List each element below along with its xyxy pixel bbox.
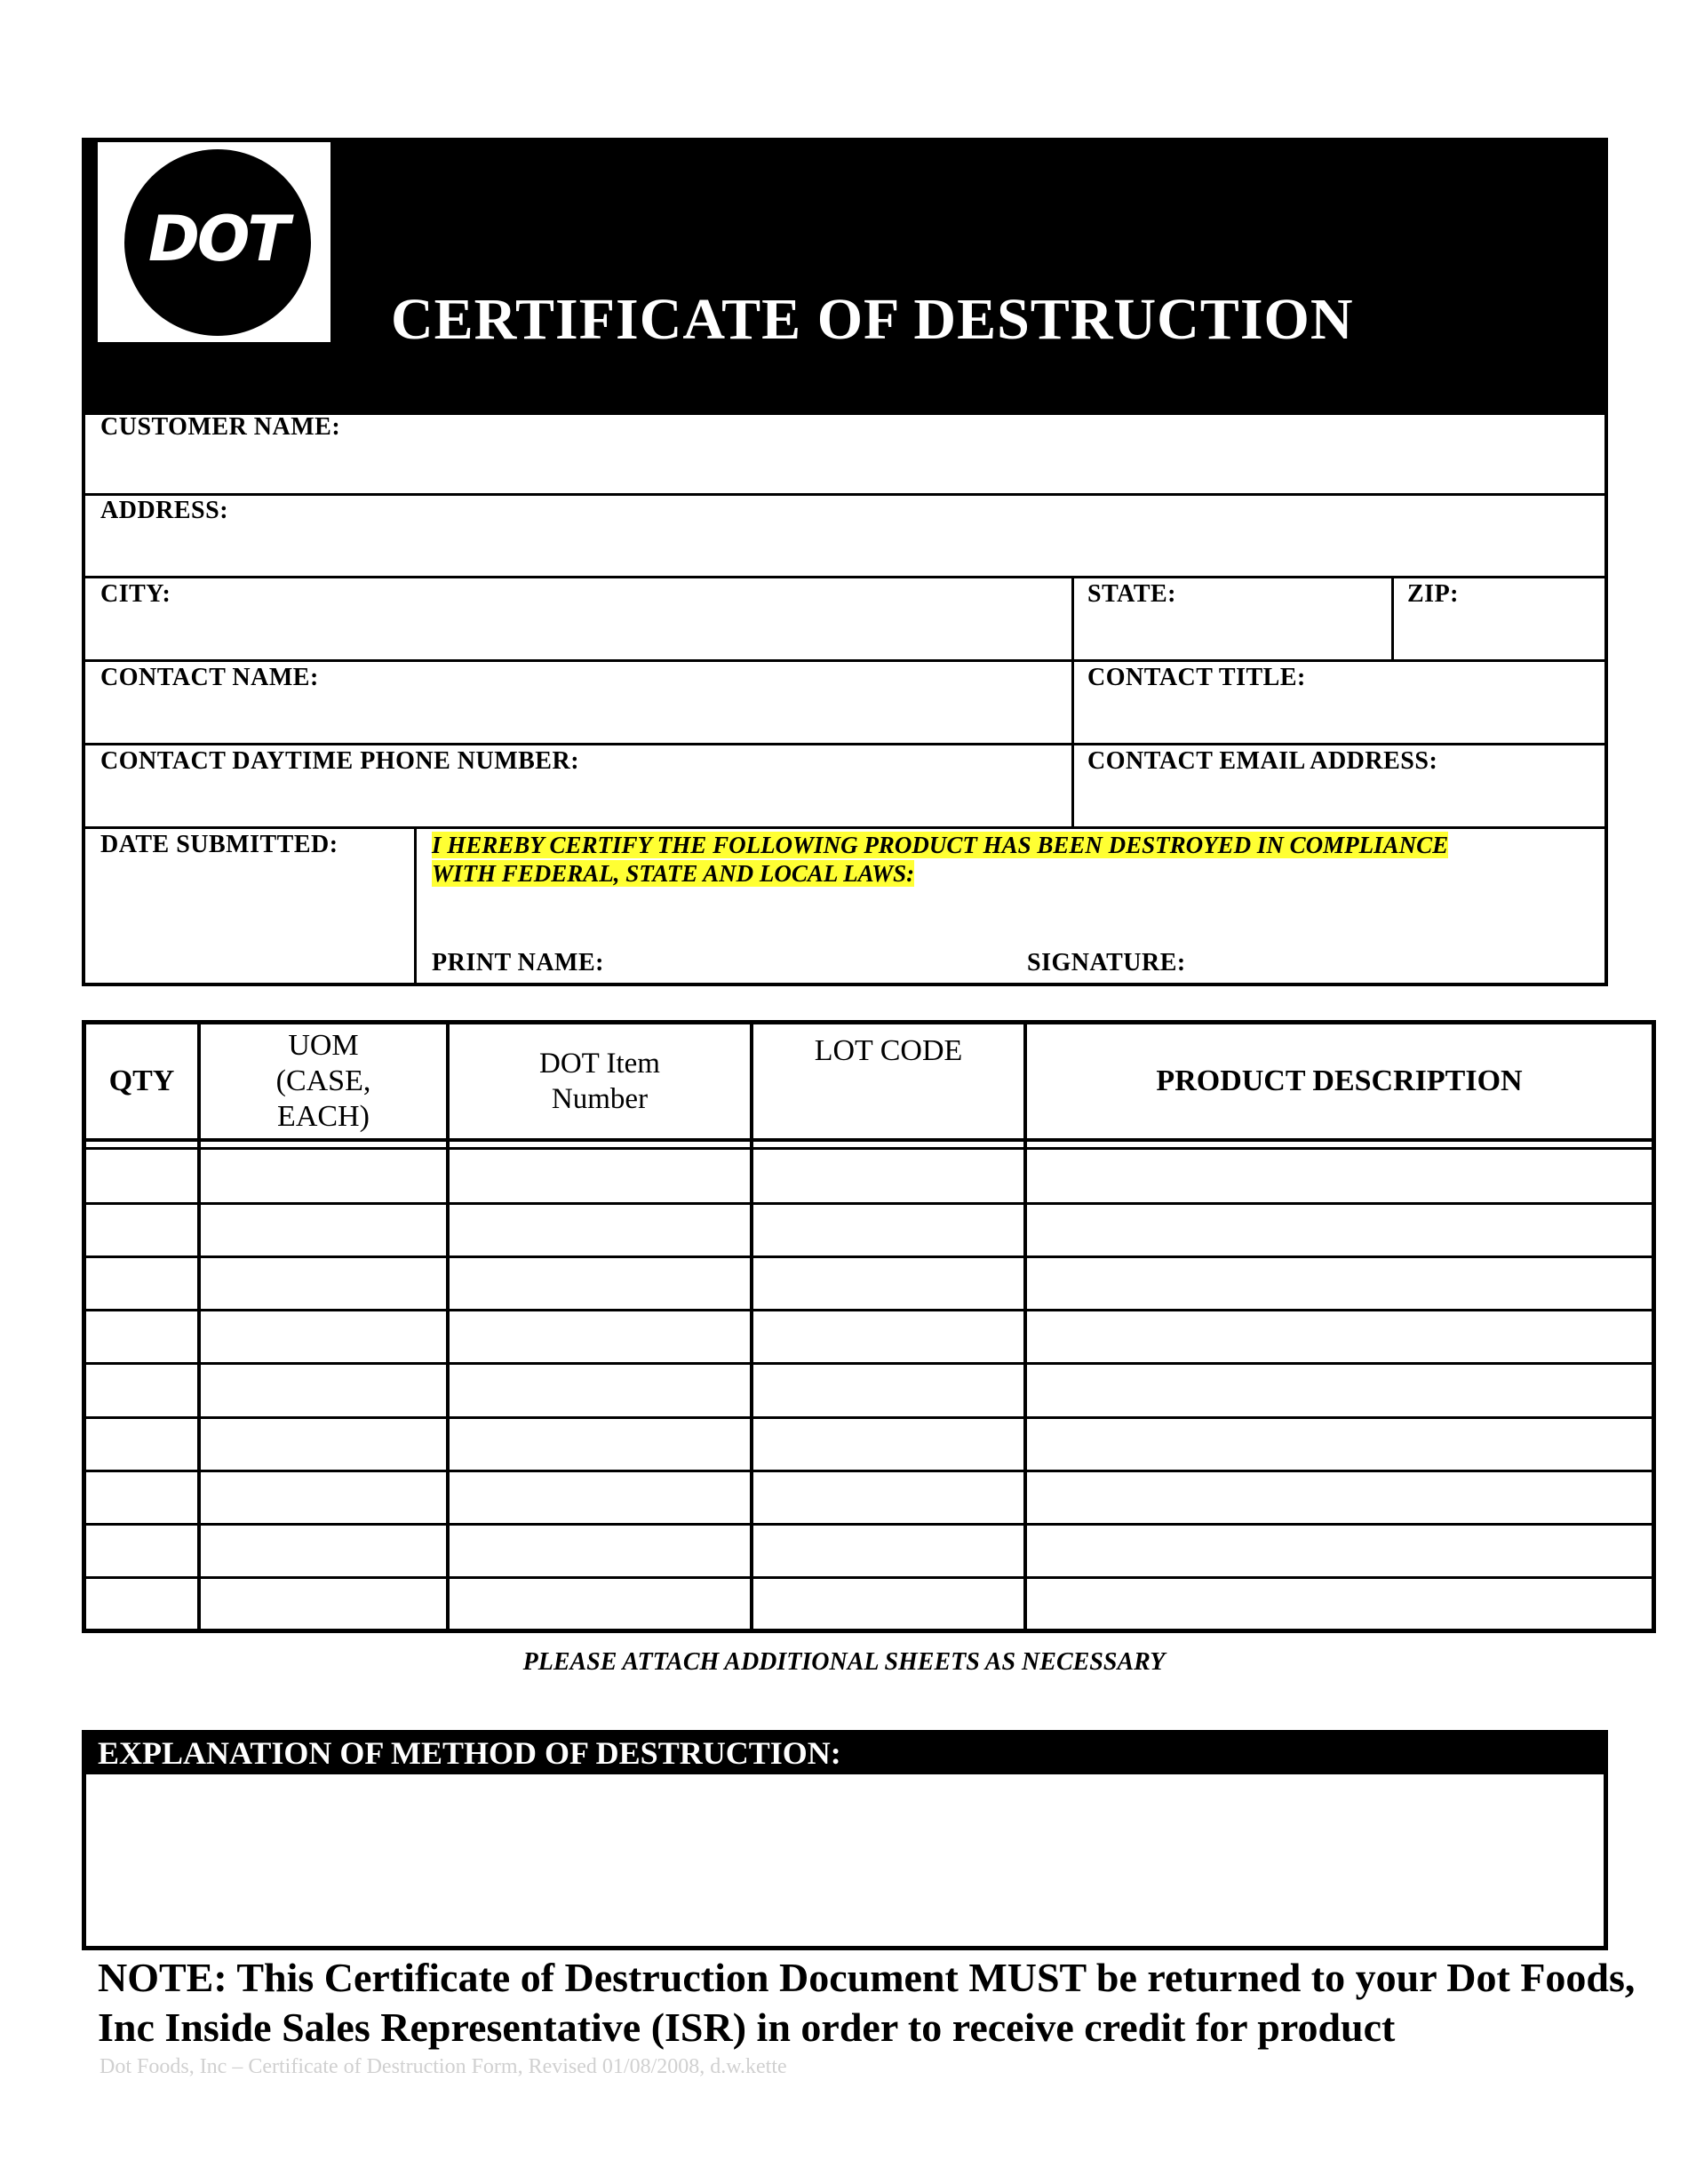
column-header-qty: QTY	[108, 1064, 175, 1097]
certification-statement	[432, 831, 1578, 888]
contact-title-field[interactable]: CONTACT TITLE:	[1087, 664, 1306, 691]
certify-line-1: I HEREBY CERTIFY THE FOLLOWING PRODUCT HAS BEEN DESTROYED IN COMPLIANCE	[432, 832, 1449, 858]
return-note: NOTE: This Certificate of Destruction Document MUST be returned to your Dot Foods, Inc Inside Sales Representative (ISR) in order to receive credit for product	[98, 1955, 1636, 2050]
state-field[interactable]: STATE:	[1087, 580, 1176, 608]
uom-line-1: UOM	[288, 1029, 359, 1062]
item-line-2: Number	[551, 1083, 649, 1115]
column-header-item-number	[450, 1024, 750, 1138]
form-footer: Dot Foods, Inc – Certificate of Destruction Form, Revised 01/08/2008, d.w.kette	[100, 2055, 787, 2078]
attach-sheets-note: PLEASE ATTACH ADDITIONAL SHEETS AS NECESSARY	[522, 1648, 1166, 1676]
address-field[interactable]: ADDRESS:	[100, 497, 229, 524]
explanation-label: EXPLANATION OF METHOD OF DESTRUCTION:	[98, 1735, 841, 1771]
date-submitted-field[interactable]: DATE SUBMITTED:	[100, 831, 338, 858]
contact-phone-field[interactable]: CONTACT DAYTIME PHONE NUMBER:	[100, 747, 580, 775]
contact-name-field[interactable]: CONTACT NAME:	[100, 664, 319, 691]
explanation-field[interactable]	[82, 1773, 1608, 1950]
uom-line-2: (CASE,	[275, 1064, 371, 1097]
column-header-lot-code: LOT CODE	[814, 1034, 963, 1067]
certify-line-2: WITH FEDERAL, STATE AND LOCAL LAWS:	[432, 860, 915, 887]
customer-name-field[interactable]: CUSTOMER NAME:	[100, 413, 341, 441]
signature-field[interactable]: SIGNATURE:	[1027, 949, 1186, 976]
dot-logo	[124, 149, 311, 336]
logo-text: DOT	[147, 203, 288, 275]
column-header-uom	[201, 1024, 446, 1138]
page-title: CERTIFICATE OF DESTRUCTION	[391, 287, 1354, 352]
info-form	[82, 413, 1608, 986]
city-field[interactable]: CITY:	[100, 580, 171, 608]
print-name-field[interactable]: PRINT NAME:	[432, 949, 604, 976]
zip-field[interactable]: ZIP:	[1407, 580, 1459, 608]
uom-line-3: EACH)	[277, 1100, 370, 1133]
item-line-1: DOT Item	[539, 1048, 660, 1080]
products-table	[82, 1020, 1656, 1633]
contact-email-field[interactable]: CONTACT EMAIL ADDRESS:	[1087, 747, 1438, 775]
column-header-description: PRODUCT DESCRIPTION	[1156, 1064, 1523, 1097]
